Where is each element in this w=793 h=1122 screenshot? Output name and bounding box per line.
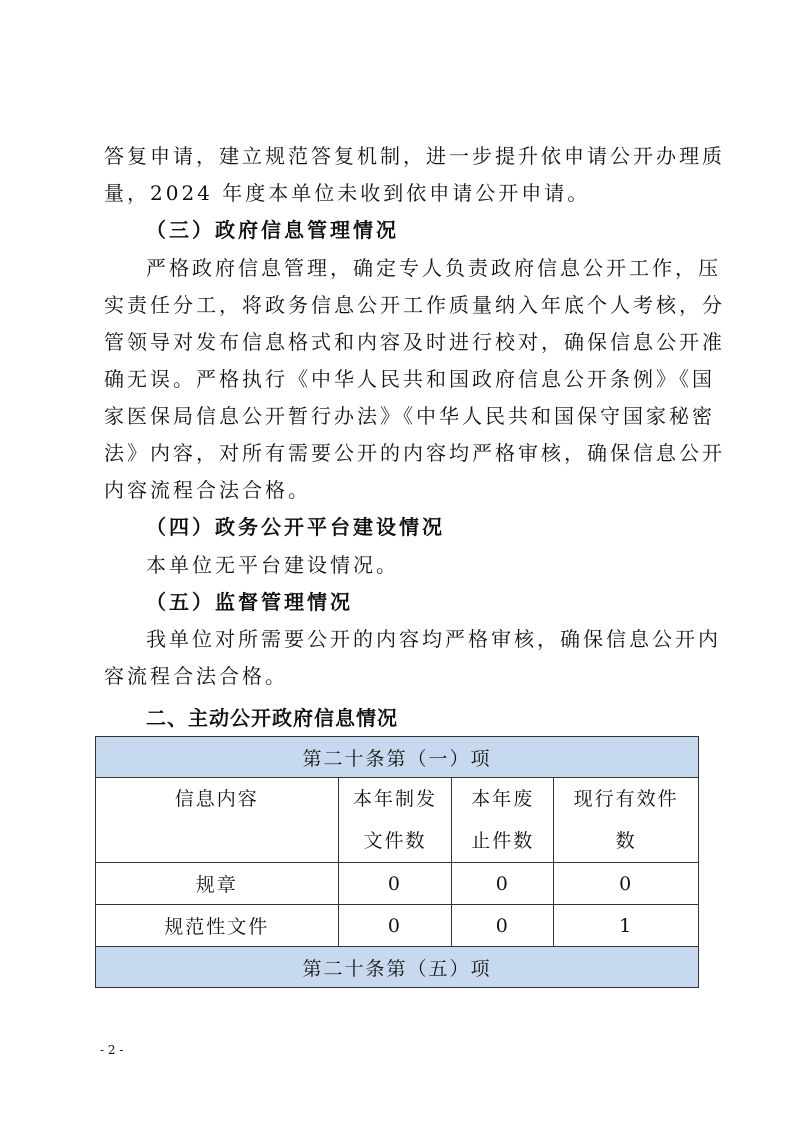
header-text: 止件数 [471,830,535,852]
header-text: 本年制发 [352,788,437,810]
row-abolished: 0 [452,905,554,947]
header-info-content [96,778,339,863]
row-issued: 0 [338,905,452,947]
paragraph-line: 管领导对发布信息格式和内容及时进行校对，确保信息公开准 [104,330,725,354]
paragraph-line: 家医保局信息公开暂行办法》《中华人民共和国保守国家秘密 [104,404,715,428]
row-name: 规范性文件 [96,905,339,947]
paragraph-line: 内容流程合法合格。 [104,478,311,502]
header-text: 数 [615,830,637,852]
subheading-4: （四）政务公开平台建设情况 [146,515,445,539]
header-text: 文件数 [363,830,427,852]
subheading-3: （三）政府信息管理情况 [146,218,399,242]
paragraph-line: 本单位无平台建设情况。 [146,553,399,577]
table-row [96,905,699,947]
row-valid: 0 [554,863,699,905]
header-valid [554,778,699,863]
paragraph-line: 答复申请，建立规范答复机制，进一步提升依申请公开办理质 [104,144,725,168]
header-text: 现行有效件 [573,788,679,810]
paragraph-line: 实责任分工，将政务信息公开工作质量纳入年底个人考核，分 [104,293,725,317]
band-cell: 第二十条第（五）项 [96,947,699,988]
row-abolished: 0 [452,863,554,905]
header-abolished [452,778,554,863]
row-issued: 0 [338,863,452,905]
table-header-row [96,778,699,863]
paragraph-line: 法》内容，对所有需要公开的内容均严格审核，确保信息公开 [104,441,725,465]
table-band-row [96,947,699,988]
header-issued [338,778,452,863]
paragraph-line: 量，2024 年度本单位未收到依申请公开申请。 [104,181,591,205]
page-number: - 2 - [100,1043,124,1057]
info-table [95,736,699,988]
paragraph-line: 严格政府信息管理，确定专人负责政府信息公开工作，压 [146,256,721,280]
subheading-5: （五）监督管理情况 [146,590,353,614]
paragraph-line: 我单位对所需要公开的内容均严格审核，确保信息公开内 [146,627,721,651]
row-name: 规章 [96,863,339,905]
band-cell: 第二十条第（一）项 [96,737,699,778]
table-row [96,863,699,905]
paragraph-line: 确无误。严格执行《中华人民共和国政府信息公开条例》《国 [104,367,715,391]
header-text: 本年废 [471,788,535,810]
row-valid: 1 [554,905,699,947]
section-title: 二、主动公开政府信息情况 [146,706,398,730]
table-band-row [96,737,699,778]
paragraph-line: 容流程合法合格。 [104,664,288,688]
header-text: 信息内容 [174,788,259,810]
